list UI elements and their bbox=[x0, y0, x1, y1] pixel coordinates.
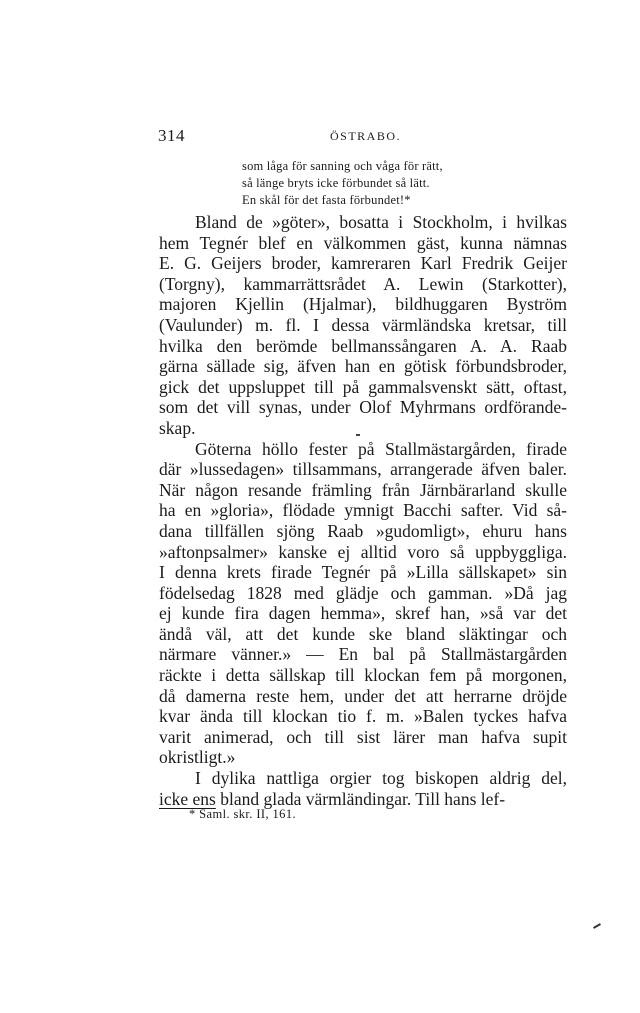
text-line: (Vaulunder) m. fl. I dessa värmländska kretsar, till bbox=[159, 314, 567, 335]
text-line: varit animerad, och till sist lärer man hafva supit bbox=[159, 726, 567, 747]
text-line: ändå väl, att det kunde ske bland släktingar och bbox=[159, 623, 567, 644]
text-line: E. G. Geijers broder, kamreraren Karl Fredrik Geijer bbox=[159, 253, 567, 274]
text-line: som det vill synas, under Olof Myhrmans ordförande- bbox=[159, 397, 567, 418]
text-line: kvar ända till klockan tio f. m. »Balen tyckes hafva bbox=[159, 706, 567, 727]
text-line-rest: bland glada värmländingar. Till hans lef- bbox=[215, 788, 506, 809]
text-line: »aftonpsalmer» kanske ej alltid voro så uppbyggliga. bbox=[159, 541, 567, 562]
text-line: majoren Kjellin (Hjalmar), bildhuggaren Byström bbox=[159, 294, 567, 315]
text-line: hvilka den berömde bellmanssångaren A. A. Raab bbox=[159, 335, 567, 356]
page-header bbox=[158, 126, 588, 146]
text-line: Bland de »göter», bosatta i Stockholm, i hvilkas bbox=[195, 212, 567, 232]
text-line: gick det uppsluppet till på gammalsvenskt sätt, oftast, bbox=[159, 376, 567, 397]
running-title: ÖSTRABO. bbox=[330, 129, 402, 143]
footnote: * Saml. skr. II, 161. bbox=[189, 807, 297, 821]
scan-artifact bbox=[593, 923, 601, 929]
text-line: skap. bbox=[159, 417, 196, 438]
text-line: där »lussedagen» tillsammans, arrangerade äfven baler. bbox=[159, 459, 567, 480]
text-line: Göterna höllo fester på Stallmästargården, firade bbox=[195, 438, 567, 459]
page-number: 314 bbox=[158, 126, 185, 145]
text-line: närmare vänner.» — En bal på Stallmästargården bbox=[159, 644, 567, 665]
scan-artifact bbox=[356, 434, 360, 436]
text-line: I dylika nattliga orgier tog biskopen aldrig del, bbox=[195, 768, 567, 789]
text-line: hem Tegnér blef en välkommen gäst, kunna nämnas bbox=[159, 232, 567, 253]
text-line: födelsedag 1828 med glädje och gamman. »Då jag bbox=[159, 582, 567, 603]
body-text bbox=[159, 212, 567, 809]
text-line: ha en »gloria», flödade ymnigt Bacchi safter. Vid så- bbox=[159, 500, 567, 521]
text-line: (Torgny), kammarrättsrådet A. Lewin (Starkotter), bbox=[159, 273, 567, 294]
text-line: räckte i detta sällskap till klockan fem på morgonen, bbox=[159, 665, 567, 686]
text-line: gärna sällade sig, äfven han en götisk förbundsbroder, bbox=[159, 356, 567, 377]
underlined-phrase: icke ens bbox=[159, 788, 216, 809]
text-line: I denna krets firade Tegnér på »Lilla sällskapet» sin bbox=[159, 562, 567, 583]
verse-line: så länge bryts icke förbundet så lätt. bbox=[242, 176, 430, 190]
text-line: då damerna reste hem, under det att herrarne dröjde bbox=[159, 685, 567, 706]
verse-line: som låga för sanning och våga för rätt, bbox=[242, 159, 443, 173]
text-line: ej kunde fira dagen hemma», skref han, »så var det bbox=[159, 603, 567, 624]
verse-line: En skål för det fasta förbundet!* bbox=[242, 193, 411, 207]
text-line: okristligt.» bbox=[159, 747, 236, 768]
text-line: dana tillfällen sjöng Raab »gudomligt», ehuru hans bbox=[159, 520, 567, 541]
verse-quote bbox=[242, 158, 562, 209]
text-line: När någon resande främling från Järnbärarland skulle bbox=[159, 479, 567, 500]
